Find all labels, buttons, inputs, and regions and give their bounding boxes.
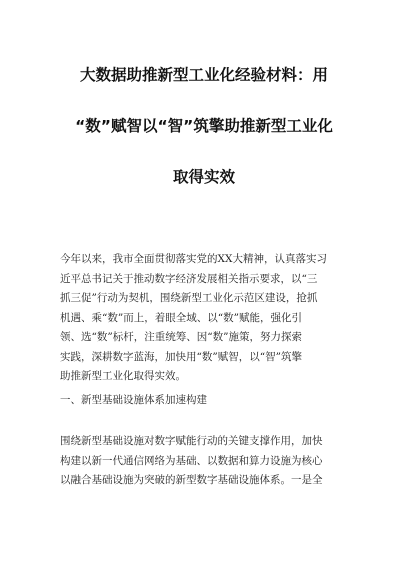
paragraph-line: 构建以新一代通信网络为基础、以数据和算力设施为核心	[60, 454, 323, 467]
document-title-line-1: 大数据助推新型工业化经验材料：用	[79, 66, 328, 84]
paragraph-line: 近平总书记关于推动数字经济发展相关指示要求，以“三	[60, 272, 318, 285]
paragraph-line: 今年以来，我市全面贯彻落实党的XX大精神，认真落实习	[60, 253, 327, 265]
paragraph-line: 助推新型工业化取得实效。	[60, 370, 186, 382]
paragraph-line: 以融合基础设施为突破的新型数字基础设施体系。一是全	[60, 474, 323, 486]
paragraph-line: 抓三促”行动为契机，围绕新型工业化示范区建设，抢抓	[60, 292, 318, 304]
section-heading: 一、新型基础设施体系加速构建	[60, 394, 207, 406]
paragraph-line: 实践，深耕数字蓝海，加快用“数”赋智，以“智”筑擎	[60, 350, 302, 363]
intro-paragraph	[60, 250, 352, 387]
document-title-line-3: 取得实效	[172, 168, 235, 186]
paragraph-line: 领、选“数”标杆，注重统筹、因“数”施策，努力探索	[60, 331, 302, 343]
paragraph-line: 机遇、乘“数”而上，着眼全域、以“数”赋能，强化引	[60, 311, 302, 324]
document-title-line-2: “数”赋智以“智”筑擎助推新型工业化	[75, 117, 333, 135]
paragraph-line: 围绕新型基础设施对数字赋能行动的关键支撑作用，加快	[60, 435, 323, 447]
section-paragraph	[60, 432, 352, 491]
